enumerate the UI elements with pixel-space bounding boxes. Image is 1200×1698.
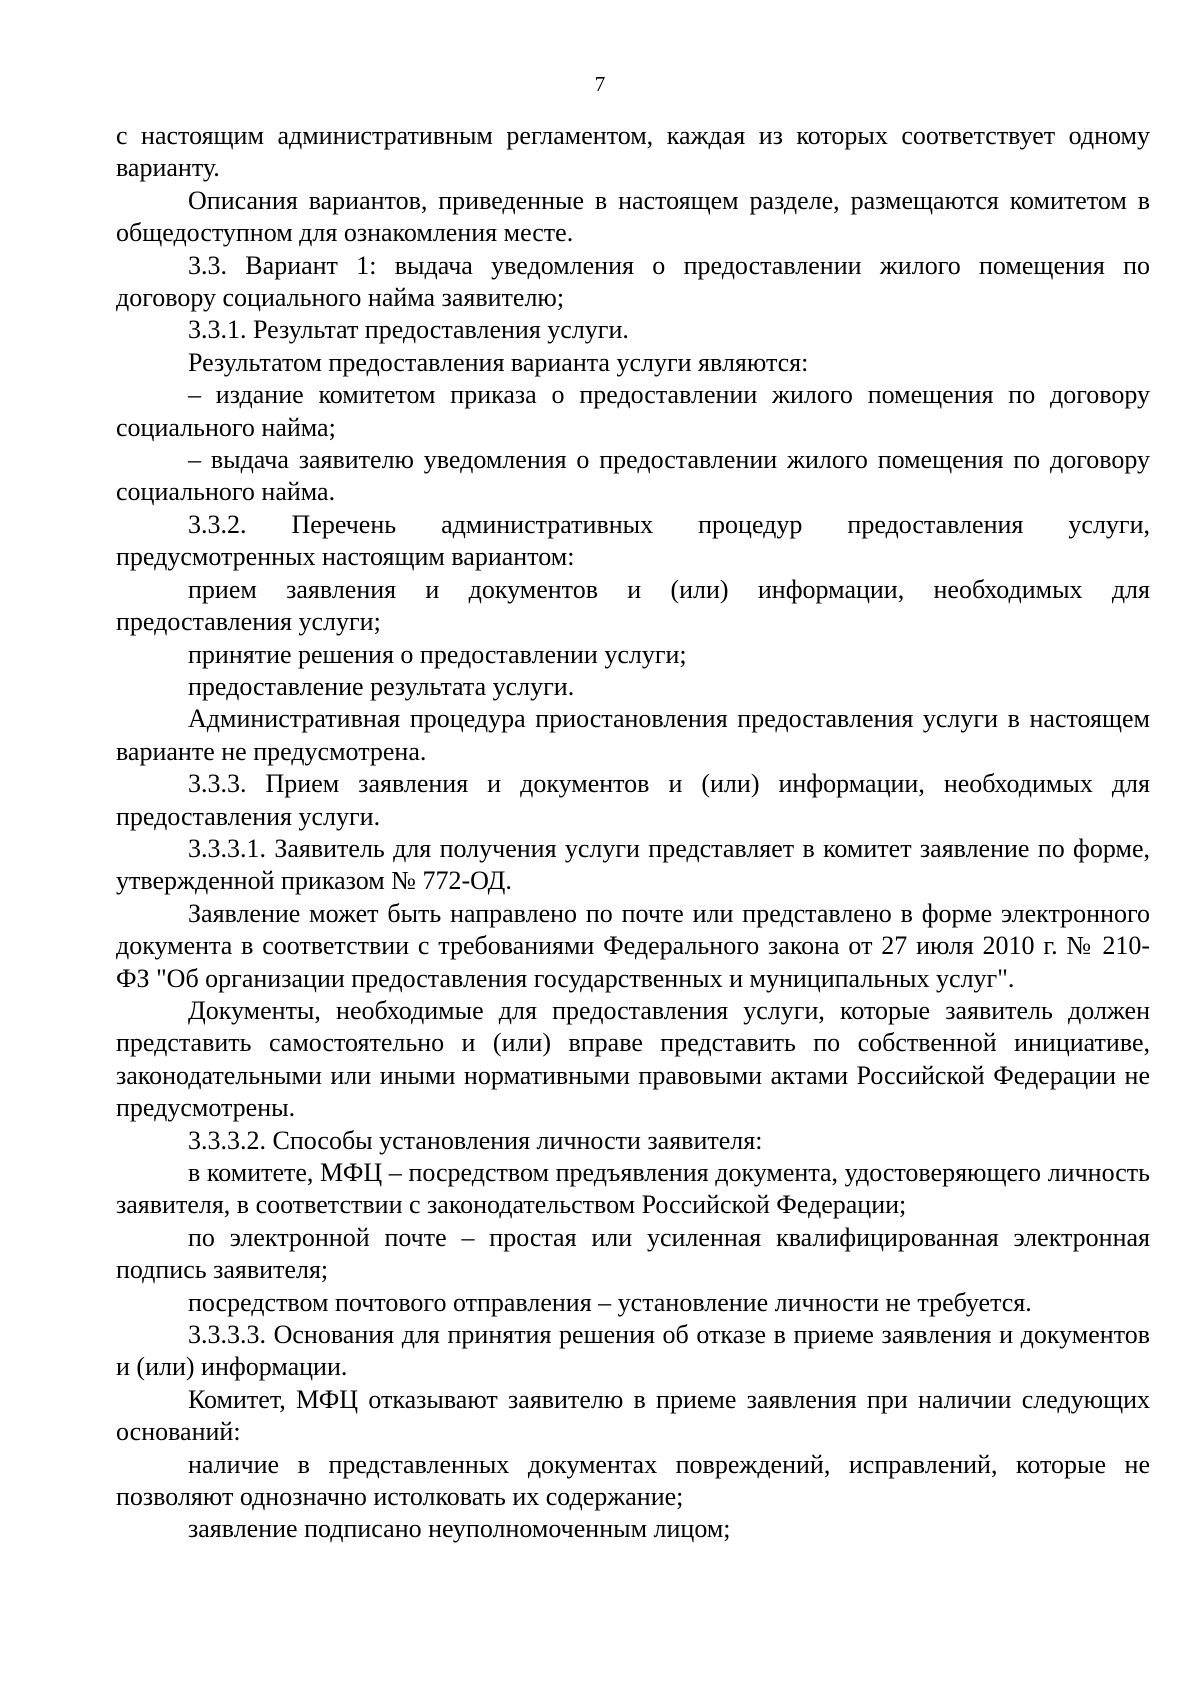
paragraph: 3.3.3.3. Основания для принятия решения об отказе в приеме заявления и документов и (или) информации. (116, 1320, 1150, 1382)
paragraph: в комитете, МФЦ – посредством предъявления документа, удостоверяющего личность заявителя, в соответствии с законодательством Российской Федерации; (116, 1158, 1150, 1220)
page-number: 7 (594, 72, 606, 96)
paragraph: с настоящим административным регламентом, каждая из которых соответствует одному варианту. (116, 121, 1150, 183)
paragraph: принятие решения о предоставлении услуги; (188, 639, 687, 669)
paragraph: Описания вариантов, приведенные в настоящем разделе, размещаются комитетом в общедоступном для ознакомления месте. (116, 185, 1150, 248)
paragraph: Документы, необходимые для предоставления услуги, которые заявитель должен представить самостоятельно и (или) вправе представить по собственной инициативе, законодательными или иными нормативными правовыми актами Российской Федерации не предусмотрены. (116, 995, 1150, 1123)
paragraph: 3.3.2. Перечень административных процедур предоставления услуги, предусмотренных настоящим вариантом: (116, 509, 1150, 572)
paragraph: Заявление может быть направлено по почте или представлено в форме электронного документа в соответствии с требованиями Федерального закона от 27 июля 2010 г. № 210-ФЗ "Об организации предоставления государственных и муниципальных услуг". (116, 898, 1150, 993)
paragraph: заявление подписано неуполномоченным лицом; (188, 1514, 731, 1544)
paragraph: прием заявления и документов и (или) информации, необходимых для предоставления услуги; (116, 574, 1150, 637)
paragraph: 3.3. Вариант 1: выдача уведомления о предоставлении жилого помещения по договору социального найма заявителю; (116, 250, 1150, 313)
paragraph: наличие в представленных документах повреждений, исправлений, которые не позволяют однозначно истолковать их содержание; (116, 1449, 1150, 1512)
paragraph: Административная процедура приостановления предоставления услуги в настоящем варианте не предусмотрена. (116, 704, 1150, 766)
paragraph: 3.3.3.2. Способы установления личности заявителя: (188, 1125, 763, 1155)
paragraph: 3.3.3.1. Заявитель для получения услуги представляет в комитет заявление по форме, утвержденной приказом № 772-ОД. (116, 833, 1150, 896)
paragraph: 3.3.1. Результат предоставления услуги. (188, 315, 629, 345)
paragraph: посредством почтового отправления – установление личности не требуется. (188, 1287, 1032, 1317)
paragraph: по электронной почте – простая или усиленная квалифицированная электронная подпись заявителя; (116, 1222, 1150, 1285)
paragraph: Комитет, МФЦ отказывают заявителю в приеме заявления при наличии следующих оснований: (116, 1384, 1150, 1447)
paragraph: – выдача заявителю уведомления о предоставлении жилого помещения по договору социального найма. (116, 445, 1150, 507)
paragraph: Результатом предоставления варианта услуги являются: (188, 347, 809, 377)
paragraph: 3.3.3. Прием заявления и документов и (или) информации, необходимых для предоставления услуги. (116, 769, 1150, 831)
document-body (116, 120, 1150, 1546)
paragraph: – издание комитетом приказа о предоставлении жилого помещения по договору социального найма; (116, 380, 1150, 442)
paragraph: предоставление результата услуги. (188, 671, 575, 701)
